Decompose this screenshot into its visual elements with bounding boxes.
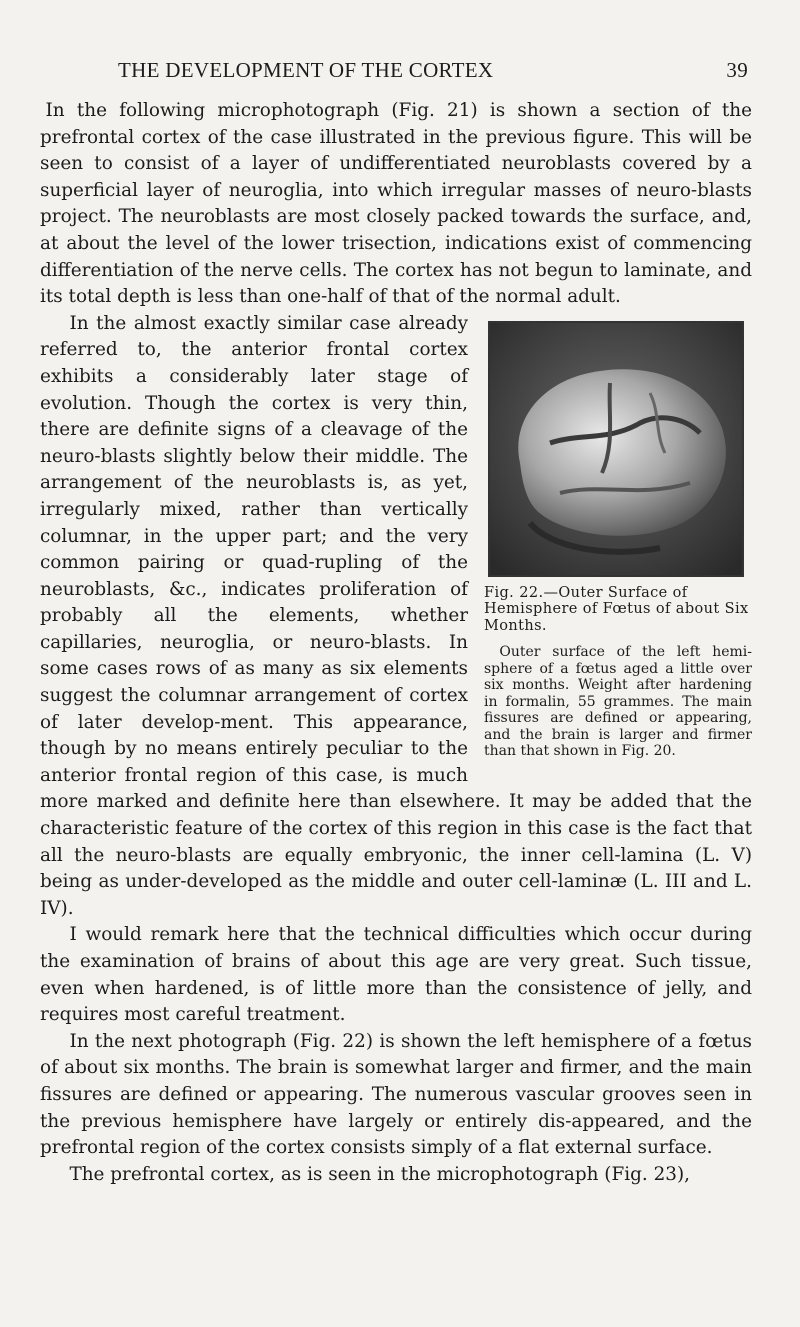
paragraph-1: In the following microphotograph (Fig. 21) is shown a section of the prefrontal cortex of the case illustrated in the previous figure. This will be seen to consist of a layer of undifferentiated neuroblasts covered by a superficial layer of neuroglia, into which irregular masses of neuro-blasts project. The neuroblasts are most closely packed towards the surface, and, at about the level of the lower trisection, indications exist of commencing differentiation of the nerve cells. The cortex has not begun to laminate, and its total depth is less than one-half of that of the normal adult. [40,100,752,308]
figure-22 [484,321,752,760]
paragraph-3: I would remark here that the technical difficulties which occur during the examination of brains of about this age are very great. Such tissue, even when hardened, is of little more than the consistence of jelly, and requires most careful treatment. [40,924,752,1026]
paragraph-2 [40,311,752,923]
paragraph-4: In the next photograph (Fig. 22) is shown the left hemisphere of a fœtus of about six months. The brain is somewhat larger and firmer, and the main fissures are defined or appearing. The numerous vascular grooves seen in the previous hemisphere have largely or entirely dis-appeared, and the prefrontal region of the cortex consists simply of a flat external surface. [40,1030,752,1159]
paragraph-5: The prefrontal cortex, as is seen in the microphotograph (Fig. 23), [69,1163,690,1185]
brain-image [490,323,742,575]
running-head-title: THE DEVELOPMENT OF THE CORTEX [118,58,494,82]
brain-photograph [488,321,744,577]
paragraph-2-text: In the almost exactly similar case already referred to, the anterior frontal cortex exhibits a considerably later stage of evolution. Though the cortex is very thin, there are definite signs of a cleavage of the neuro-blasts slightly below their middle. The arrangement of the neuroblasts is, as yet, irregularly mixed, rather than vertically columnar, in the upper part; and the very common pairing or quad-rupling of the neuroblasts, &c., indicates proliferation of probably all the elements, whether capillaries, neuroglia, or neuro-blasts. In some cases rows of as many as six elements suggest the columnar arrangement of cortex of later develop-ment. This appearance, though by no means entirely peculiar to the anterior frontal region of this case, is much more marked and definite here than elsewhere. It may be added that the characteristic feature of the cortex of this region in this case is the fact that all the neuro-blasts are equally embryonic, the inner cell-lamina (L. V) being as under-developed as the middle and outer cell-laminæ (L. III and L. IV). [40,312,752,919]
body-text [40,98,752,1188]
figure-caption-text: Outer surface of the left hemi-sphere of a fœtus aged a little over six months. Weight after hardening in formalin, 55 grammes. The main fissures are defined or appearing, and the brain is larger and firmer than that shown in Fig. 20. [484,644,752,760]
figure-title: Fig. 22.—Outer Surface of Hemisphere of Fœtus of about Six Months. [484,584,749,634]
figure-caption [484,585,752,760]
page-number: 39 [726,58,748,82]
